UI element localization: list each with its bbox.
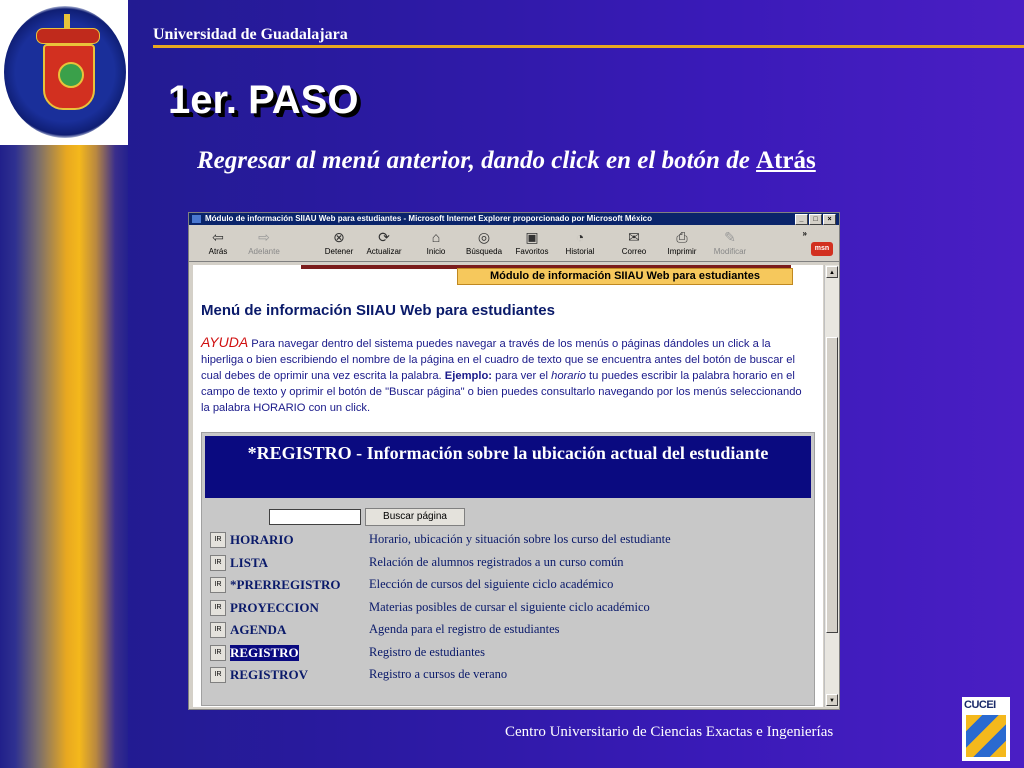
menu-link-agenda[interactable]: AGENDA: [230, 622, 287, 637]
cucei-logo: [962, 697, 1010, 761]
menu-description: Materias posibles de cursar el siguiente ciclo académico: [369, 599, 650, 614]
toolbar-button-label: Inicio: [426, 247, 446, 256]
menu-description: Registro a cursos de verano: [369, 667, 508, 681]
page-content: [193, 265, 823, 707]
toolbar-button-back-arrow[interactable]: [193, 229, 243, 256]
scroll-thumb[interactable]: [826, 337, 838, 633]
toolbar-button-label: Correo: [621, 247, 647, 256]
toolbar-button-label: Atrás: [208, 247, 228, 256]
browser-titlebar: [189, 213, 839, 225]
menu-description: Registro de estudiantes: [369, 644, 485, 659]
menu-description: Agenda para el registro de estudiantes: [369, 622, 560, 636]
slide-subtitle: [197, 147, 816, 175]
scroll-down-arrow-icon[interactable]: ▼: [826, 694, 838, 706]
menu-title: Menú de información SIIAU Web para estudiantes: [201, 302, 555, 319]
home-icon: ⌂: [431, 229, 441, 245]
footer-text: Centro Universitario de Ciencias Exactas e Ingenierías: [505, 724, 834, 740]
toolbar-button-refresh[interactable]: [359, 229, 409, 256]
menu-link-horario[interactable]: HORARIO: [230, 532, 294, 547]
search-icon: ◎: [477, 229, 491, 245]
ir-button[interactable]: IR: [210, 645, 226, 661]
menu-link-proyeccion[interactable]: PROYECCION: [230, 599, 319, 615]
module-header: Módulo de información SIIAU Web para estudiantes: [457, 268, 793, 285]
toolbar-button-label: Adelante: [248, 247, 280, 256]
panel-title: *REGISTRO - Información sobre la ubicación actual del estudiante: [205, 436, 811, 498]
search-page-button[interactable]: Buscar página: [365, 508, 465, 526]
print-icon: ⎙: [676, 229, 688, 245]
menu-link-prerregistro[interactable]: *PRERREGISTRO: [230, 577, 341, 592]
search-row: [269, 508, 465, 526]
ir-button[interactable]: IR: [210, 532, 226, 548]
edit-icon: ✎: [724, 229, 736, 245]
toolbar-button-label: Historial: [565, 247, 595, 256]
refresh-icon: ⟳: [378, 229, 390, 245]
close-button[interactable]: ×: [823, 214, 836, 225]
maximize-button[interactable]: □: [809, 214, 822, 225]
menu-link-registrov[interactable]: REGISTROV: [230, 667, 309, 682]
window-title: Módulo de información SIIAU Web para estudiantes - Microsoft Internet Explorer proporcionado por Microsoft México: [205, 214, 653, 223]
toolbar-button-label: Favoritos: [515, 247, 549, 256]
toolbar-button-stop[interactable]: [314, 229, 364, 256]
back-arrow-icon: ⇦: [212, 229, 224, 245]
forward-arrow-icon: ⇨: [258, 229, 270, 245]
stop-icon: ⊗: [333, 229, 345, 245]
toolbar-button-label: Imprimir: [667, 247, 697, 256]
msn-logo[interactable]: msn: [811, 242, 833, 256]
logo-box: [0, 0, 128, 145]
slide-title: 1er. PASO: [168, 78, 359, 122]
favorites-icon: ▣: [525, 229, 539, 245]
history-icon: ◔: [575, 229, 585, 245]
menu-description: Horario, ubicación y situación sobre los curso del estudiante: [369, 532, 671, 546]
subtitle-text: Regresar al menú anterior, dando click en el botón de: [197, 147, 757, 174]
search-input[interactable]: [269, 509, 361, 525]
toolbar-button-favorites[interactable]: [507, 229, 557, 256]
ir-button[interactable]: IR: [210, 622, 226, 638]
ir-button[interactable]: IR: [210, 555, 226, 571]
toolbar-button-label: Modificar: [713, 247, 747, 256]
toolbar-button-mail[interactable]: [609, 229, 659, 256]
help-title: AYUDA: [201, 334, 249, 350]
ir-button[interactable]: IR: [210, 577, 226, 593]
vertical-scrollbar[interactable]: [824, 265, 839, 707]
university-name: Universidad de Guadalajara: [153, 26, 348, 43]
udg-seal-logo: [4, 6, 126, 138]
registro-panel: [201, 432, 815, 706]
header-divider: [153, 45, 1024, 48]
mail-icon: ✉: [628, 229, 640, 245]
subtitle-link-atras[interactable]: Atrás: [756, 147, 816, 174]
menu-description: Relación de alumnos registrados a un curso común: [369, 554, 624, 569]
menu-link-registro[interactable]: REGISTRO: [230, 644, 299, 660]
minimize-button[interactable]: _: [795, 214, 808, 225]
help-paragraph: AYUDA Para navegar dentro del sistema puedes navegar a través de los menús o páginas dándoles un click a la hiperliga o bien escribiendo el nombre de la página en el cuadro de texto que se encuentra antes del botón de buscar el cual debes de oprimir una vez escrita la palabra. Ejemplo: para ver el horario tu puedes escribir la palabra horario en el campo de texto y oprimir el botón de "Buscar página" o bien puedes consultarlo navegando por los menús seleccionando la palabra HORARIO con un click.: [201, 334, 802, 414]
toolbar-button-label: Actualizar: [366, 247, 402, 256]
toolbar-button-history[interactable]: [555, 229, 605, 256]
browser-toolbar: [189, 225, 839, 262]
toolbar-button-forward-arrow[interactable]: [239, 229, 289, 256]
toolbar-button-label: Búsqueda: [465, 247, 503, 256]
toolbar-button-home[interactable]: [411, 229, 461, 256]
toolbar-button-print[interactable]: [657, 229, 707, 256]
toolbar-button-edit[interactable]: [705, 229, 755, 256]
menu-description: Elección de cursos del siguiente ciclo académico: [369, 577, 614, 591]
toolbar-button-search[interactable]: [459, 229, 509, 256]
toolbar-button-label: Detener: [324, 247, 354, 256]
scroll-up-arrow-icon[interactable]: ▲: [826, 266, 838, 278]
ir-button[interactable]: IR: [210, 667, 226, 683]
toolbar-overflow-chevron-icon[interactable]: »: [802, 229, 807, 238]
cucei-logo-text: CUCEI: [964, 699, 996, 711]
ie-icon: [192, 215, 201, 223]
ir-button[interactable]: IR: [210, 600, 226, 616]
browser-window: [188, 212, 840, 710]
menu-link-lista[interactable]: LISTA: [230, 554, 269, 570]
